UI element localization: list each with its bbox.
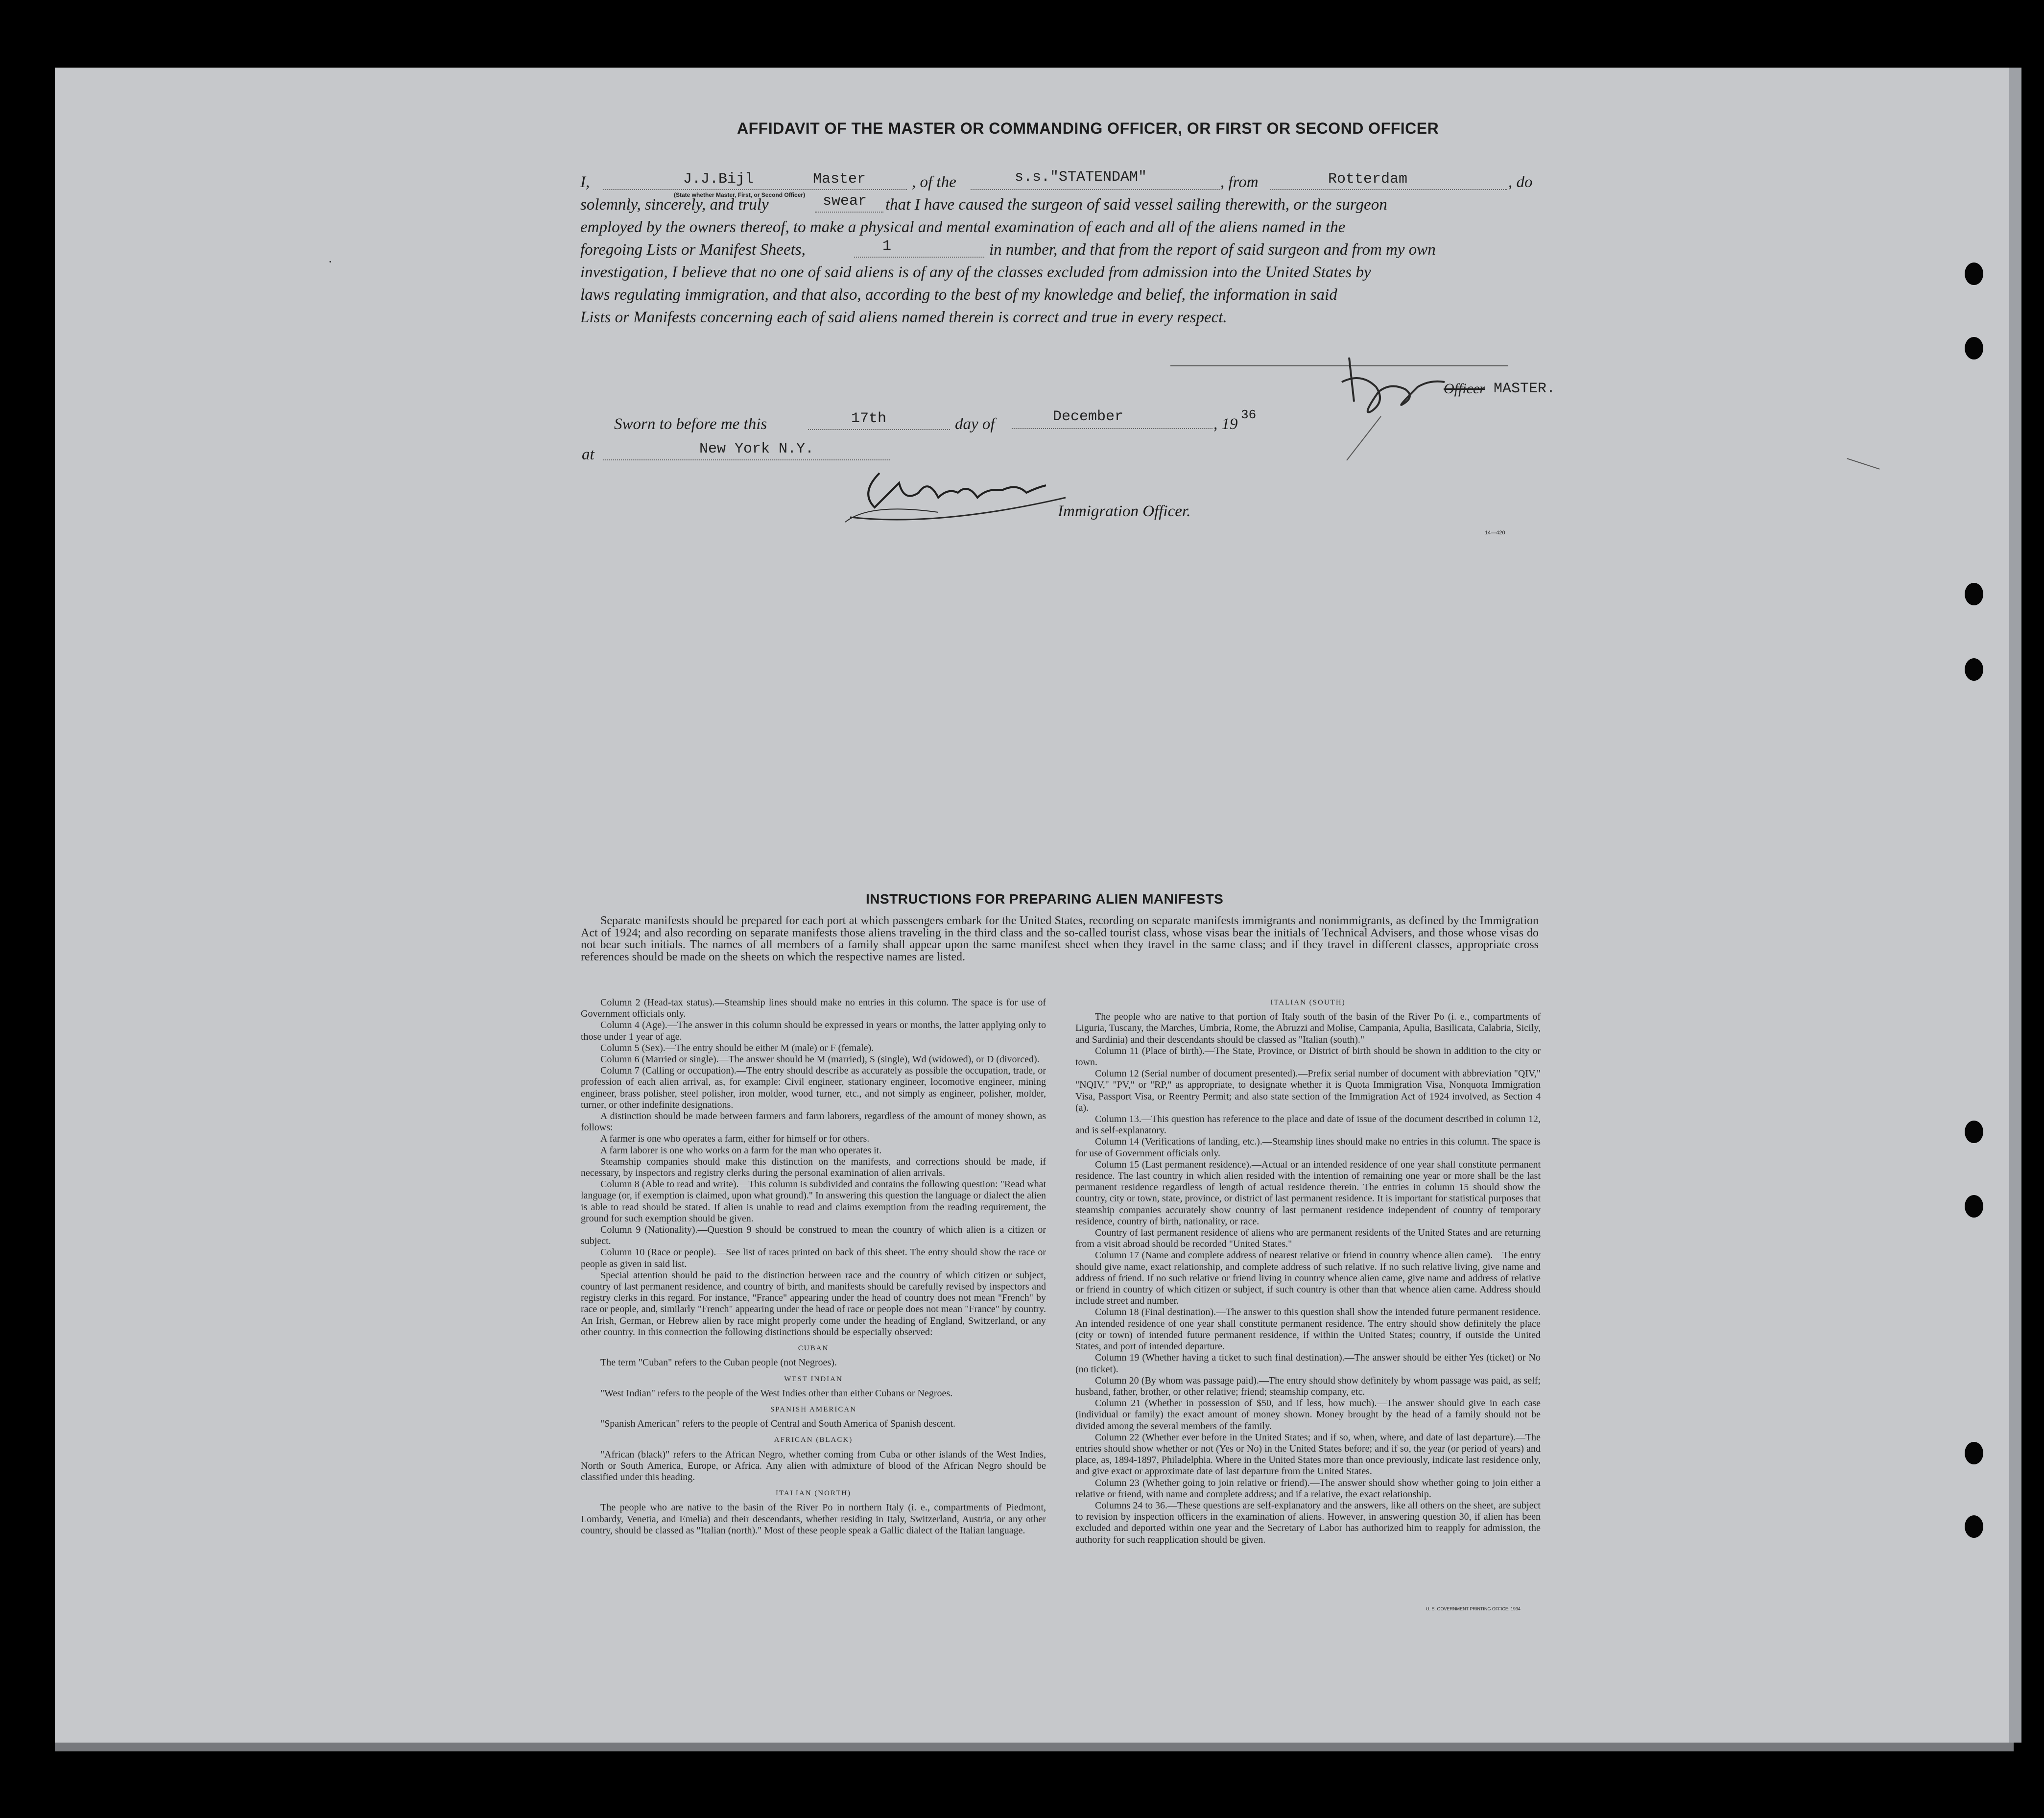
sworn-text: Sworn to before me this: [614, 415, 767, 433]
instruction-paragraph: Column 19 (Whether having a ticket to such final destination).—The answer should be either Yes (ticket) or No (no ticket).: [1075, 1352, 1541, 1375]
instruction-paragraph: Column 11 (Place of birth).—The State, Province, or District of birth should be shown in addition to the city or town.: [1075, 1045, 1541, 1068]
instruction-paragraph: "African (black)" refers to the African Negro, whether coming from Cuba or other islands of the West Indies, North or South America, Europe, or Africa. Any alien with admixture of blood of the African Negro should be classified under this heading.: [581, 1449, 1046, 1483]
instruction-paragraph: Column 4 (Age).—The answer in this column should be expressed in years or months, the latter applying only to those under 1 year of age.: [581, 1020, 1046, 1042]
instruction-paragraph: Column 5 (Sex).—The entry should be either M (male) or F (female).: [600, 1042, 874, 1053]
fill-line: [603, 189, 907, 190]
affidavit-text: foregoing Lists or Manifest Sheets,: [580, 241, 806, 259]
affidavit-title: AFFIDAVIT OF THE MASTER OR COMMANDING OFFICER, OR FIRST OR SECOND OFFICER: [737, 120, 1439, 137]
fill-line: [603, 459, 890, 460]
instructions-left-column: [581, 997, 1046, 1536]
master-rank: Master: [813, 171, 866, 188]
officer-struck: Officer: [1444, 381, 1485, 397]
instruction-paragraph: Column 13.—This question has reference to the place and date of issue of the document described in column 12, and is self-explanatory.: [1075, 1114, 1541, 1136]
instruction-paragraph: Column 7 (Calling or occupation).—The entry should describe as accurately as possible the occupation, trade, or profession of each alien arrival, as, for example: Civil engineer, stationary engineer, locomotive engineer, mining engineer, brass polisher, steel polisher, iron molder, wood turner, etc., and not simply as engineer, polisher, molder, turner, or other indefinite designations.: [581, 1065, 1046, 1110]
instruction-paragraph: Column 6 (Married or single).—The answer should be M (married), S (single), Wd (widowed), or D (divorced).: [600, 1054, 1040, 1065]
affidavit-text: laws regulating immigration, and that also, according to the best of my knowledge and belief, the information in said: [580, 286, 1337, 304]
sheets-count: 1: [882, 238, 892, 255]
instruction-paragraph: Column 15 (Last permanent residence).—Actual or an intended residence of one year shall constitute permanent residence. The last country in which alien resided with the intention of remaining one year or more shall be the last permanent residence regardless of length of actual residence therein. The entries in column 15 should show the country, city or town, state, province, or district of last permanent residence. It is important for statistical purposes that steamship companies accurately show country of last permanent residence independent of country of temporary residence, country of birth, nationality, or race.: [1075, 1159, 1541, 1227]
instruction-paragraph: Column 20 (By whom was passage paid).—The entry should show definitely by whom passage was paid, as self; husband, father, brother, or other relative; friend; steamship company, etc.: [1075, 1375, 1541, 1397]
master-name: J.J.Bijl: [683, 171, 754, 188]
instruction-paragraph: "West Indian" refers to the people of the West Indies other than either Cubans or Negroes.: [600, 1387, 953, 1399]
instruction-paragraph: Column 17 (Name and complete address of nearest relative or friend in country whence alien came).—The entry should give name, exact relationship, and complete address of such relative. If no such relative living, give name and address of friend. If no such relative or friend living in country whence alien came, give name and address of relative or friend in country of which citizen or subject, if such country is other than that whence alien came. Address should include street and number.: [1075, 1250, 1541, 1307]
instruction-paragraph: Column 8 (Able to read and write).—This column is subdivided and contains the following question: "Read what language (or, if exemption is claimed, upon what ground)." In answering this question the language or dialect the alien is able to read should be stated. If alien is unable to read and claims exemption from the reading requirement, the ground for such exemption should be given.: [581, 1179, 1046, 1224]
word-from: , from: [1220, 173, 1259, 191]
oath-word: swear: [823, 193, 867, 210]
sworn-month: December: [1053, 408, 1124, 425]
sworn-text: , 19: [1213, 415, 1238, 433]
officer-typed: MASTER.: [1494, 381, 1556, 397]
section-heading: CUBAN: [798, 1344, 829, 1353]
affidavit-text: Lists or Manifests concerning each of said aliens named therein is correct and true in every respect.: [580, 309, 1227, 326]
fill-line: [971, 189, 1220, 190]
punch-hole: [1965, 1442, 1983, 1464]
punch-hole: [1965, 583, 1983, 605]
fill-line: [854, 257, 984, 258]
instruction-paragraph: Column 18 (Final destination).—The answer to this question shall show the intended future permanent residence. An intended residence of one year shall constitute permanent residence. The entry should show definitely the place (city or town) of intended future permanent residence, if within the United States; country, if outside the United States, and port of intended departure.: [1075, 1307, 1541, 1352]
instruction-paragraph: Column 14 (Verifications of landing, etc.).—Steamship lines should make no entries in this column. The space is for use of Government officials only.: [1075, 1136, 1541, 1159]
punch-hole: [1965, 1121, 1983, 1143]
word-of-the: , of the: [912, 173, 956, 191]
affidavit-text: in number, and that from the report of said surgeon and from my own: [989, 241, 1436, 259]
stray-mark: ·: [328, 255, 333, 269]
punch-hole: [1965, 263, 1983, 285]
punch-hole: [1965, 337, 1983, 359]
instructions-title: INSTRUCTIONS FOR PREPARING ALIEN MANIFESTS: [866, 891, 1224, 907]
punch-hole: [1965, 658, 1983, 681]
section-heading: SPANISH AMERICAN: [770, 1405, 857, 1413]
word-solemnly: solemnly, sincerely, and truly: [580, 196, 769, 214]
master-signature: [1332, 353, 1479, 465]
section-heading: ITALIAN (SOUTH): [1270, 999, 1346, 1006]
instruction-paragraph: Column 12 (Serial number of document presented).—Prefix serial number of document with abbreviation "QIV," "NQIV," "PV," or "RP," as appropriate, to designate whether it is Quota Immigration Visa, Nonquota Immigration Visa, Passport Visa, or Reentry Permit; and also state section of the Immigration Act of 1924 involved, as Section 4 (a).: [1075, 1068, 1541, 1113]
immigration-officer-signature: [840, 463, 1105, 532]
printing-office: U. S. GOVERNMENT PRINTING OFFICE: 1934: [1426, 1606, 1521, 1611]
sheet-edge: [2009, 68, 2021, 1743]
affidavit-text: investigation, I believe that no one of said aliens is of any of the classes excluded from admission into the United States by: [580, 263, 1371, 281]
instruction-paragraph: Steamship companies should make this distinction on the manifests, and corrections should be made, if necessary, by inspectors and registry clerks during the personal examination of alien arrivals.: [581, 1156, 1046, 1179]
affidavit-text: that I have caused the surgeon of said vessel sailing therewith, or the surgeon: [885, 196, 1387, 214]
instruction-paragraph: Columns 24 to 36.—These questions are self-explanatory and the answers, like all others on the sheet, are subject to revision by inspection officers in the examination of aliens. However, in answering question 30, if alien has been excluded and deported within one year and the Secretary of Labor has authorized him to reapply for admission, the authority for such reapplication should be given.: [1075, 1500, 1541, 1545]
word-do: , do: [1508, 173, 1533, 191]
immigration-officer-label: Immigration Officer.: [1058, 502, 1191, 520]
instruction-paragraph: Special attention should be paid to the distinction between race and the country of which citizen or subject, country of last permanent residence, and country of birth, and manifests should be carefully revised by inspectors and registry clerks in this regard. For instance, "France" appearing under the head of country does not mean "French" by race or people, and, similarly "French" appearing under the head of race or people does not mean "France" by country. An Irish, German, or Hebrew alien by race might properly come under the heading of England, Switzerland, or any other country. In this connection the following distinctions should be especially observed:: [581, 1269, 1046, 1338]
instructions-intro: [581, 915, 1539, 963]
instruction-paragraph: Column 10 (Race or people).—See list of races printed on back of this sheet. The entry should show the race or people as given in said list.: [581, 1247, 1046, 1269]
punch-hole: [1965, 1515, 1983, 1538]
instruction-paragraph: Column 22 (Whether ever before in the United States; and if so, when, where, and date of last departure).—The entries should show whether or not (Yes or No) in the United States before; and if so, the year (or period of years) and place, as, 1894-1897, Philadelphia. Where in the United States more than once previously, indicate last residence only, and give exact or approximate date of last departure from the United States.: [1075, 1432, 1541, 1477]
sworn-at: at: [582, 446, 594, 463]
instruction-paragraph: Column 21 (Whether in possession of $50, and if less, how much).—The answer should give in each case (individual or family) the exact amount of money shown. Money brought by the head of a family should not be divided among the several members of the family.: [1075, 1398, 1541, 1432]
instruction-paragraph: Column 2 (Head-tax status).—Steamship lines should make no entries in this column. The space is for use of Government officials only.: [581, 997, 1046, 1020]
form-code: 14—420: [1485, 530, 1505, 536]
instruction-paragraph: Column 9 (Nationality).—Question 9 should be construed to mean the country of which alien is a citizen or subject.: [581, 1224, 1046, 1247]
departure-port: Rotterdam: [1328, 171, 1408, 188]
instruction-paragraph: Country of last permanent residence of aliens who are permanent residents of the United States and are returning from a visit abroad should be recorded "United States.": [1075, 1227, 1541, 1250]
fill-line: [1012, 428, 1212, 429]
intro-paragraph: Separate manifests should be prepared for each port at which passengers embark for the United States, recording on separate manifests immigrants and nonimmigrants, as defined by the Immigration Act of 1924; and also recording on separate manifests those aliens traveling in the third class and the so-called tourist class, whose visas bear the initials of Technical Advisers, and those whose visas do not bear such initials. The names of all members of a family shall appear upon the same manifest sheet when they travel in the same class; and if they travel in different classes, appropriate cross references should be made on the sheets on which the respective names are listed.: [581, 914, 1539, 963]
vessel-name: s.s."STATENDAM": [1015, 169, 1147, 186]
sworn-year: 36: [1241, 407, 1257, 422]
instruction-paragraph: The people who are native to the basin of the River Po in northern Italy (i. e., compartments of Piedmont, Lombardy, Venetia, and Emelia) and their descendants, whether residing in Italy, Switzerland, Austria, or any other country, should be classed as "Italian (north)." Most of these people speak a Gallic dialect of the Italian language.: [581, 1502, 1046, 1536]
rank-note: (State whether Master, First, or Second Officer): [674, 191, 806, 198]
section-heading: WEST INDIAN: [784, 1375, 843, 1383]
instruction-paragraph: A farmer is one who operates a farm, either for himself or for others.: [600, 1133, 870, 1145]
instruction-paragraph: "Spanish American" refers to the people of Central and South America of Spanish descent.: [600, 1418, 956, 1430]
instruction-paragraph: The people who are native to that portion of Italy south of the basin of the River Po (i. e., compartments of Liguria, Tuscany, the Marches, Umbria, Rome, the Abruzzi and Molise, Campania, Apulia, Basilicata, Calabria, Sicily, and Sardinia) and their descendants should be classed as "Italian (south).": [1075, 1011, 1541, 1045]
fill-line: [808, 429, 950, 430]
fill-line: [1270, 189, 1507, 190]
section-heading: AFRICAN (BLACK): [774, 1436, 853, 1444]
fill-line: [815, 212, 883, 213]
affidavit-text: employed by the owners thereof, to make a physical and mental examination of each and all of the aliens named in the: [580, 218, 1346, 236]
punch-hole: [1965, 1195, 1983, 1218]
sworn-text: day of: [955, 415, 995, 433]
instruction-paragraph: A distinction should be made between farmers and farm laborers, regardless of the amount of money shown, as follows:: [581, 1111, 1046, 1133]
sworn-day: 17th: [851, 410, 887, 427]
instruction-paragraph: A farm laborer is one who works on a farm for the man who operates it.: [600, 1145, 882, 1156]
sworn-place: New York N.Y.: [699, 441, 814, 457]
instruction-paragraph: Column 23 (Whether going to join relative or friend).—The answer should show whether going to join either a relative or friend, with name and complete address; and if a relative, the exact relationship.: [1075, 1477, 1541, 1500]
section-heading: ITALIAN (NORTH): [775, 1489, 852, 1498]
instruction-paragraph: The term "Cuban" refers to the Cuban people (not Negroes).: [600, 1357, 837, 1368]
sheet-shadow: [55, 1743, 2014, 1751]
word-i: I,: [580, 173, 590, 191]
instructions-right-column: [1075, 992, 1541, 1546]
